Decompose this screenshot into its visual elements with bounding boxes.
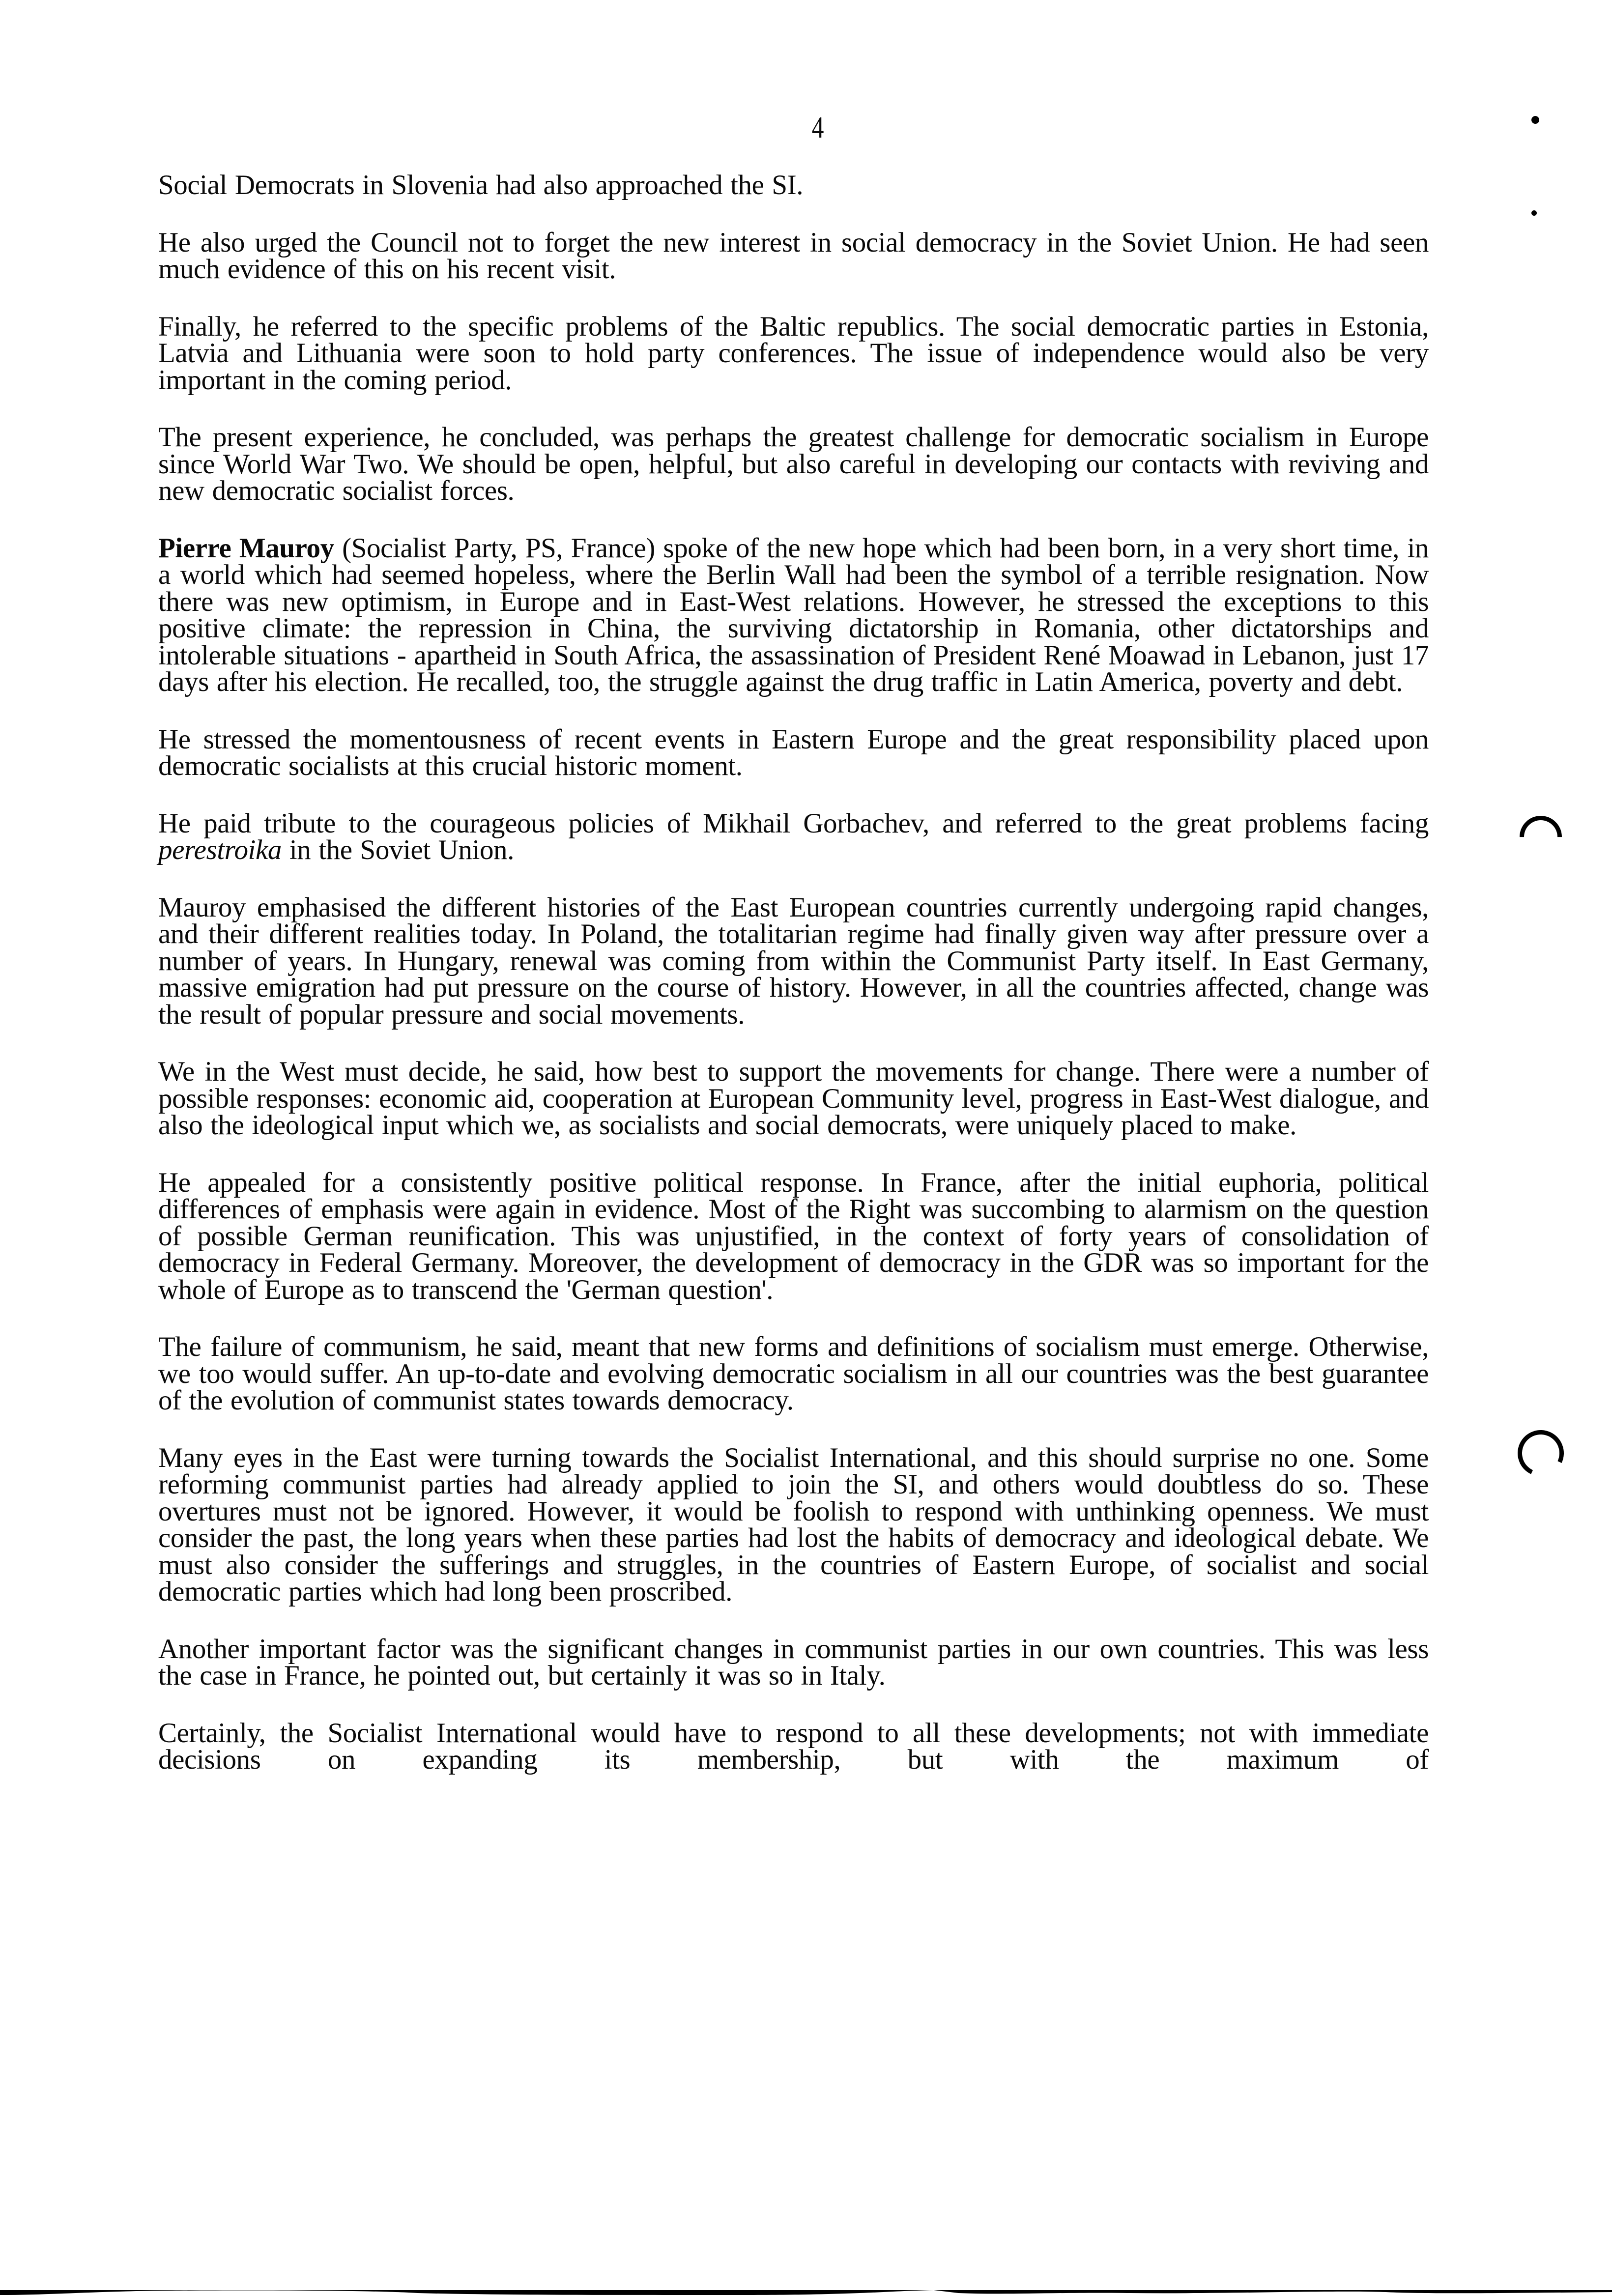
paragraph-text: He also urged the Council not to forget the new interest in social democracy in the Soviet Union. He had seen much evidence of this on his recent visit. [158,227,1429,285]
paragraph [158,1442,1429,1607]
paragraph [158,424,1429,505]
paragraph [158,172,1429,199]
paragraph [158,532,1429,697]
speaker-name: Pierre Mauroy [158,532,334,564]
paragraph-text: Many eyes in the East were turning towards the Socialist International, and this should surprise no one. Some reforming communist parties had already applied to join the SI, and others would doubtless do so. These overtures must not be ignored. However, it would be foolish to respond with unthinking openness. We must consider the past, the long years when these parties had lost the habits of democracy and ideological debate. We must also consider the sufferings and struggles, in the countries of Eastern Europe, of socialist and social democratic parties which had long been proscribed. [158,1442,1429,1607]
paragraph [158,1167,1429,1305]
paragraph [158,807,1429,865]
page-number: 4 [811,111,824,144]
scan-bottom-edge [0,2289,1612,2296]
paragraph-text: We in the West must decide, he said, how best to support the movements for change. There were a number of possible responses: economic aid, cooperation at European Community level, progress in East-West dialogue, and also the ideological input which we, as socialists and social democrats, were uniquely placed to make. [158,1056,1429,1141]
paragraph [158,227,1429,285]
paragraph-text: He stressed the momentousness of recent events in Eastern Europe and the great responsibility placed upon democratic socialists at this crucial historic moment. [158,723,1429,781]
margin-dot-mark [1531,210,1537,216]
paragraph [158,891,1429,1030]
paragraph-text: Certainly, the Socialist International would have to respond to all these developments; not with immediate decisions on expanding its membership, but with the maximum of [158,1717,1429,1775]
paragraph-text: He appealed for a consistently positive political response. In France, after the initial euphoria, political differences of emphasis were again in evidence. Most of the Right was succombing to alarmism on the question of possible German reunification. This was unjustified, in the context of forty years of consolidation of democracy in Federal Germany. Moreover, the development of democracy in the GDR was so important for the whole of Europe as to transcend the 'German question'. [158,1167,1429,1305]
hole-punch-arc-mark [1511,1424,1570,1483]
paragraph [158,1056,1429,1141]
emphasized-term: perestroika [158,834,282,865]
paragraph [158,1717,1429,1775]
paragraph-text: in the Soviet Union. [282,834,514,865]
paragraph-text: Finally, he referred to the specific problems of the Baltic republics. The social democratic parties in Estonia, Latvia and Lithuania were soon to hold party conferences. The issue of independence would also be very important in the coming period. [158,311,1429,396]
paragraph-text: Social Democrats in Slovenia had also approached the SI. [158,170,804,201]
hole-punch-arc-mark [1511,807,1571,867]
document-body [158,172,1429,1804]
paragraph-text: (Socialist Party, PS, France) spoke of the new hope which had been born, in a very short time, in a world which had seemed hopeless, where the Berlin Wall had been the symbol of a terrible resignation. Now there was new optimism, in Europe and in East-West relations. However, he stressed the exceptions to this positive climate: the repression in China, the surviving dictatorship in Romania, other dictatorships and intolerable situations - apartheid in South Africa, the assassination of President René Moawad in Lebanon, just 17 days after his election. He recalled, too, the struggle against the drug traffic in Latin America, poverty and debt. [158,532,1429,697]
paragraph [158,1633,1429,1691]
paragraph-text: The failure of communism, he said, meant that new forms and definitions of socialism must emerge. Otherwise, we too would suffer. An up-to-date and evolving democratic socialism in all our countries was the best guarantee of the evolution of communist states towards democracy. [158,1331,1429,1416]
paragraph [158,311,1429,396]
paragraph [158,723,1429,781]
paragraph-text: Mauroy emphasised the different histories of the East European countries currently undergoing rapid changes, and their different realities today. In Poland, the totalitarian regime had finally given way after pressure over a number of years. In Hungary, renewal was coming from within the Communist Party itself. In East Germany, massive emigration had put pressure on the course of history. However, in all the countries affected, change was the result of popular pressure and social movements. [158,891,1429,1030]
paragraph-text: The present experience, he concluded, was perhaps the greatest challenge for democratic socialism in Europe since World War Two. We should be open, helpful, but also careful in developing our contacts with reviving and new democratic socialist forces. [158,422,1429,506]
margin-dot-mark [1531,116,1539,124]
paragraph [158,1331,1429,1416]
paragraph-text: He paid tribute to the courageous policies of Mikhail Gorbachev, and referred to the great problems facing [158,807,1429,839]
paragraph-text: Another important factor was the significant changes in communist parties in our own countries. This was less the case in France, he pointed out, but certainly it was so in Italy. [158,1633,1429,1691]
